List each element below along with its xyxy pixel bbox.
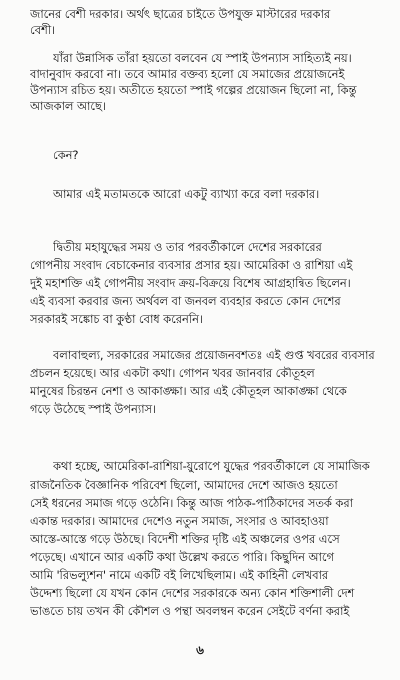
text-line: বেশী। xyxy=(30,23,56,37)
page-number: ৬ xyxy=(196,643,204,657)
text-line: উপন্যাস রচিত হয়। অতীতে হয়তো স্পাই গল্পের প্রয়োজন ছিলো না, কিন্তু xyxy=(30,83,357,97)
text-line: কেন? xyxy=(53,148,79,162)
text-line: রাজনৈতিক বৈজ্ঞানিক পরিবেশ ছিলো, আমাদের দেশে আজও হয়তো xyxy=(30,478,338,492)
text-line: প্রচলন হয়েছে। আর একটা কথা। গোপন খবর জানবার কৌতূহল xyxy=(30,366,315,380)
text-line: উদ্দেশ্য ছিলো যে যখন কোন দেশের সরকারকে অন্য কোন শক্তিশালী দেশ xyxy=(30,586,355,600)
text-line: কথা হচ্ছে, আমেরিকা-রাশিয়া-য়ুরোপে যুদ্ধের পরবর্তীকালে যে সামাজিক xyxy=(53,459,370,473)
text-line: গড়ে উঠেছে স্পাই উপন্যাস। xyxy=(30,402,156,416)
text-line: পড়েছে। এখানে আর একটি কথা উল্লেখ করতে পারি। কিছুদিন আগে xyxy=(30,550,334,564)
text-line: আজকাল আছে। xyxy=(30,99,106,113)
text-line: গোপনীয় সংবাদ বেচাকেনার ব্যবসার প্রসার হয়। আমেরিকা ও রাশিয়া এই xyxy=(30,258,353,272)
text-line: আমি 'রিভল্যুশন' নামে একটি বই লিখেছিলাম। এই কাহিনী লেখবার xyxy=(30,568,329,582)
text-line: আমার এই মতামতকে আরো একটু ব্যাখ্যা করে বলা দরকার। xyxy=(53,187,320,201)
text-line: ভাঙতে চায় তখন কী কৌশল ও পন্থা অবলম্বন করেন সেইটে বর্ণনা করাই xyxy=(30,604,350,618)
text-line: সরকারই সঙ্কোচ বা কুণ্ঠা বোধ করেননি। xyxy=(30,312,203,326)
text-line: বাদানুবাদ করবো না। তবে আমার বক্তব্য হলো যে সমাজের প্রয়োজনেই xyxy=(30,67,345,81)
text-line: দ্বিতীয় মহাযুদ্ধের সময় ও তার পরবর্তীকালে দেশের সরকারের xyxy=(53,240,322,254)
text-line: জানের বেশী দরকার। অর্থৎ ছাত্রের চাইতে উপযুক্ত মাস্টারের দরকার xyxy=(30,7,331,21)
text-line: এই ব্যবসা করবার জন্য অর্থবল বা জনবল ব্যবহার করতে কোন দেশের xyxy=(30,294,341,308)
text-line: যাঁরা উন্নাসিক তাঁরা হয়তো বলবেন যে স্পাই উপন্যাস সাহিত্যই নয়। xyxy=(53,51,352,65)
text-line: দুই মহাশক্তি এই গোপনীয় সংবাদ ক্রয়-বিক্রয়ে বিশেষ আগ্রহান্বিত ছিলেন। xyxy=(30,276,351,290)
text-line: সেই ধরনের সমাজ গড়ে ওঠেনি। কিন্তু আজ পাঠক-পাঠিকাদের সতর্ক করা xyxy=(30,496,353,510)
text-line: একান্ত দরকার। আমাদের দেশেও নতুন সমাজ, সংসার ও আবহাওয়া xyxy=(30,514,329,528)
text-line: আস্তে-আস্তে গড়ে উঠছে। বিদেশী শক্তির দৃষ্টি এই অঞ্চলের ওপর এসে xyxy=(30,532,340,546)
text-line: মানুষের চিরন্তন নেশা ও আকাঙ্ক্ষা। আর এই কৌতূহল আকাঙ্ক্ষা থেকে xyxy=(30,384,347,398)
text-line: বলাবাহুল্য, সরকারের সমাজের প্রয়োজনবশতঃ এই গুপ্ত খবরের ব্যবসার xyxy=(53,348,375,362)
